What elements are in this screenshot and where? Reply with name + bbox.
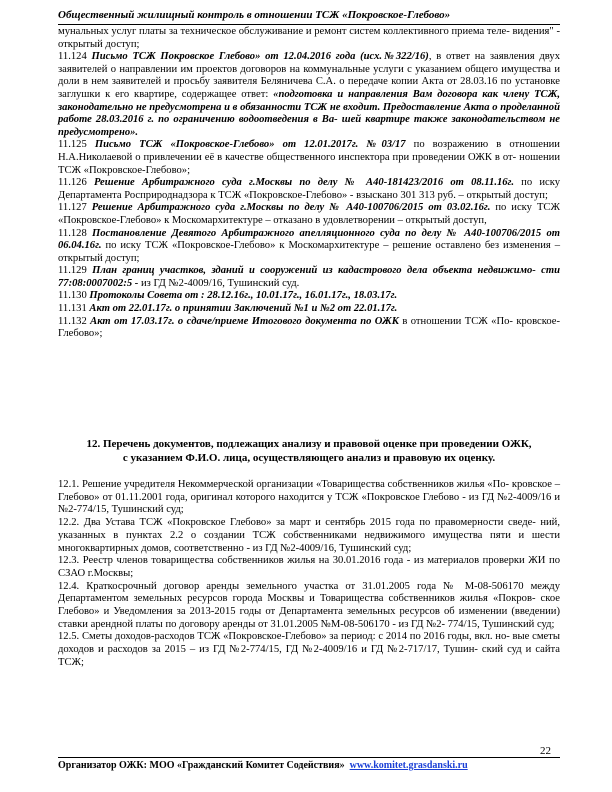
item-bold-title: Письмо ТСЖ Покровское Глебово» от 12.04.2016 года (исх.№322/16) [91,51,429,63]
running-header: Общественный жилищный контроль в отношении ТСЖ «Покровское-Глебово» [58,9,451,21]
item-text: , в ответ на заявления двух заявителей о направлении им проектов договоров на коммунальные услуги с указанием общего имущества и доли в нем заявителей и просьбу заявителя Беляничева С.А. о передаче копии Акта от 28.03.16 по установке заглушки к его квартире, содержащее ответ: [58,51,560,100]
list-item: 12.4. Краткосрочный договор аренды земельного участка от 31.01.2005 года № М-08-506170 между Департаментом земельных ресурсов города Москвы и Товарищества собственников жилья «Покров- ское Глебово» и Уведомления за 2013-2015 годы от Департамента земельных ресурсов об изменении (введении) ставки арендной платы по договору аренды от 31.01.2005 №М-08-506170 - из ГД №2- 774/15, Тушинский суд; [58,580,560,630]
item-11-127 [58,202,560,227]
item-bold-title: Акт от 17.03.17г. о сдаче/приеме Итогового документа по ОЖК [90,315,399,327]
item-11-130 [58,290,560,303]
item-number: 11.129 [58,265,87,277]
item-number: 11.127 [58,202,87,214]
item-11-128 [58,228,560,266]
list-item: 12.2. Два Устава ТСЖ «Покровское Глебово» за март и сентябрь 2015 года по правомерности сведе- ний, указанных в пунктах 2.2 о создании ТСЖ собственниками недвижимого имущества пяти и шести многоквартирных домов, соответственно - из ГД №2-4009/16, Тушинский суд; [58,517,560,554]
footer-link[interactable]: www.komitet.grasdanski.ru [349,760,468,771]
section-12-heading [58,437,560,465]
page-number: 22 [540,745,551,757]
item-number: 11.132 [58,315,87,327]
paragraph-continuation: мунальных услуг платы за техническое обслуживание и ремонт систем коллективного приема теле- видения" - открытый доступ; [58,26,560,50]
item-list-11 [58,26,560,341]
item-text: по иску ТСЖ «Покровское-Глебово» к Москомархитектуре – решение оставлено без изменения – открытый доступ; [58,240,560,264]
list-item: 12.1. Решение учредителя Некоммерческой организации «Товарищества собственников жилья «По- кровское – Глебово» от 01.11.2001 года, оригинал которого находится у ТСЖ «Покровское Глебово - из ГД №2-4009/16 и №2-774/15, Тушинский суд; [58,479,560,516]
item-bold-title: Письмо ТСЖ «Покровское-Глебово» от 12.01.2017г. №03/17 [94,139,406,151]
item-11-125 [58,139,560,177]
item-text: по иску Департамента Росприроднадзора к ТСЖ «Покровское-Глебово» - взыскано 301 313 руб. – открытый доступ; [58,177,560,201]
item-11-131 [58,303,560,316]
item-list-12 [58,479,560,670]
item-11-132 [58,316,560,341]
section-title-line: с указанием Ф.И.О. лица, осуществляющего анализ и правовую их оценку. [122,452,496,464]
item-11-126 [58,177,560,202]
item-bold-title: Акт от 22.01.17г. о принятии Заключений №1 и №2 от 22.01.17г. [89,303,398,315]
section-title-line: 12. Перечень документов, подлежащих анализу и правовой оценке при проведении ОЖК, [86,438,532,450]
item-bold-title: Постановление Девятого Арбитражного апелляционного суда по делу № А40-100706/2015 от 06.04.16г. [58,227,560,252]
item-number: 11.130 [58,290,87,302]
list-item: 12.5. Сметы доходов-расходов ТСЖ «Покровское-Глебово» за период: с 2014 по 2016 годы, вкл. но- вые сметы доходов и расходов за 2015 – из ГД №2-774/15, ГД №2-4009/16 и ГД №2-717/17, Тушин- ский суд и сайта ТСЖ; [58,631,560,668]
footer-divider [58,757,560,758]
footer-organizer: Организатор ОЖК: МОО «Гражданский Комитет Содействия» [58,760,345,771]
header-divider [58,24,560,25]
item-text: в отношении ТСЖ «По- кровское-Глебово»; [58,315,560,340]
item-11-129 [58,265,560,290]
item-bold-title: Протоколы Совета от : 28.12.16г., 10.01.17г., 16.01.17г., 18.03.17г. [89,290,398,302]
item-number: 11.128 [58,227,87,239]
list-item: 12.3. Реестр членов товарищества собственников жилья на 30.01.2016 года - из материалов проверки ЖИ по СЗАО г.Москвы; [58,555,560,579]
item-quote: «подготовка и направления Вам договора как члену ТСЖ, законодательно не предусмотрена и в обязанности ТСЖ не входит. Предоставление Акта о проделанной работе 28.03.2016 г. по ограничению водоотведения в Ва- шей квартире также законодательством не предусмотрено». [58,88,560,138]
item-text: по иску ТСЖ «Покровское-Глебово» к Москомархитектуре – отказано в удовлетворении – открытый доступ, [58,202,560,226]
item-number: 11.124 [58,51,87,63]
item-number: 11.126 [58,177,87,189]
item-text: из ГД №2-4009/16, Тушинский суд. [138,277,300,289]
item-number: 11.131 [58,303,87,315]
item-bold-title: Решение Арбитражного суда г.Москвы по делу № А40-100706/2015 от 03.02.16г. [91,202,491,214]
item-bold-title: Решение Арбитражного суда г.Москвы по делу № А40-181423/2016 от 08.11.16г. [93,177,514,189]
page-footer [58,760,560,771]
item-bold-title: План границ участков, зданий и сооружений из кадастрового дела объекта недвижимо- сти 77:08:0007002:5 - [58,265,560,289]
item-number: 11.125 [58,139,87,151]
item-11-124 [58,51,560,139]
item-text: по возражению в отношении Н.А.Николаевой о привлечении её в качестве общественного инспектора при проведении ОЖК в от- ношении ТСЖ «Покровское-Глебово»; [58,139,560,176]
